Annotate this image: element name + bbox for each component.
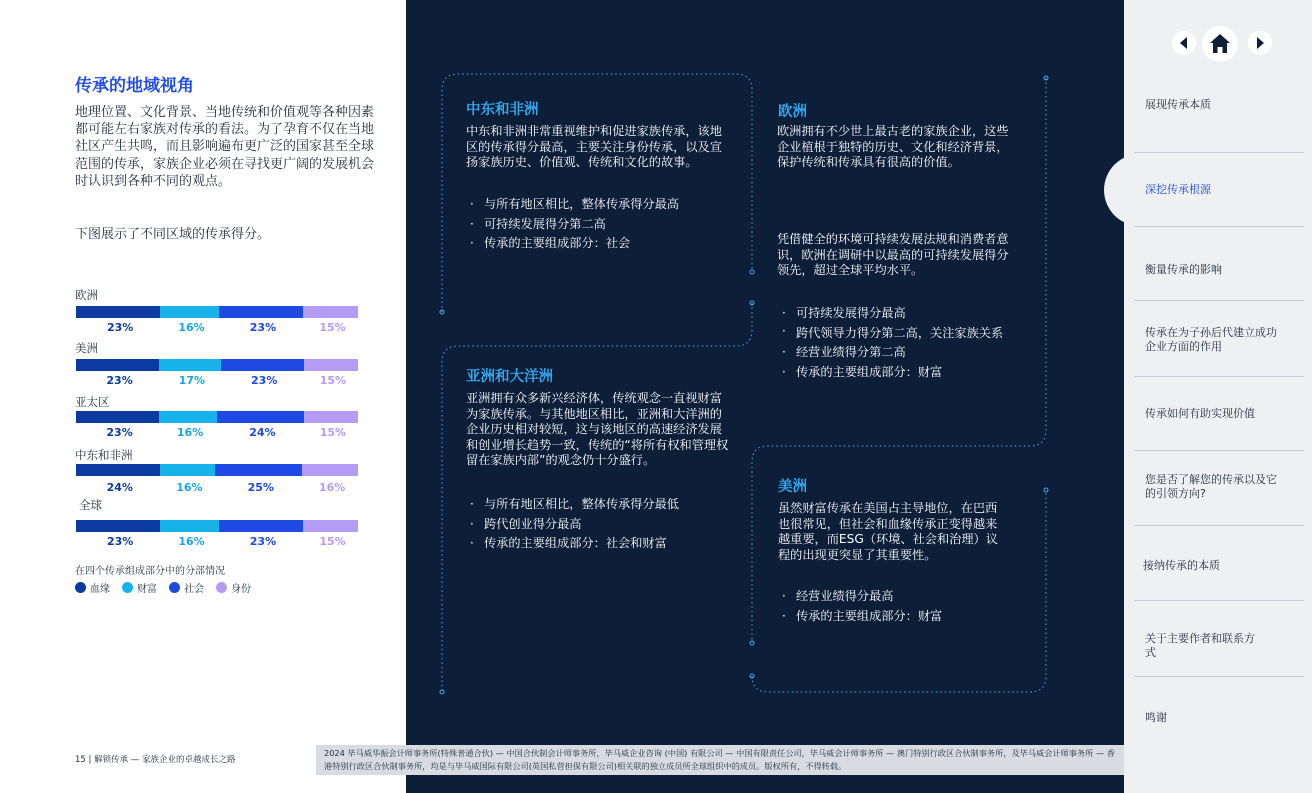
list-item: · 与所有地区相比，整体传承得分最高 [466,195,736,215]
data-label: 16% [176,481,203,494]
bar-segment [160,520,219,532]
nav-item-direction[interactable]: 您是否了解您的传承以及它的引领方向? [1145,473,1277,500]
stacked-bar [76,464,358,476]
region-label: 亚太区 [75,395,110,409]
bar-segment [76,464,160,476]
bar-segment [217,411,304,423]
region-label: 欧洲 [75,288,98,302]
apac-body: 亚洲拥有众多新兴经济体，传统观念一直视财富为家族传承。与其他地区相比，亚洲和大洋洲的企业历史相对较短，这与该地区的高速经济发展和创业增长趋势一致，传统的“将所有权和管理权留在家族内部”的观念仍十分盛行。 [466,391,729,468]
chart-intro-text: 下图展示了不同区域的传承得分。 [75,227,271,242]
bar-segment [219,520,303,532]
legend-swatch [122,582,133,593]
bar-segment [76,359,159,371]
bar-segment [304,411,358,423]
data-label: 24% [106,481,133,494]
legend-title: 在四个传承组成部分中的分部情况 [75,566,225,577]
nav-item-generations[interactable]: 传承在为子孙后代建立成功企业方面的作用 [1145,326,1277,353]
legend-label: 社会 [184,584,204,595]
legend-swatch [169,582,180,593]
chevron-right-icon [1248,31,1272,55]
data-label: 25% [247,481,274,494]
nav-divider [1134,600,1304,601]
americas-bullets [778,587,1010,626]
europe-body-2: 凭借健全的环境可持续发展法规和消费者意识，欧洲在调研中以最高的可持续发展得分领先，超过全球平均水平。 [777,232,1009,278]
data-label: 15% [319,426,347,439]
europe-title: 欧洲 [778,104,807,120]
bar-segment [76,306,160,318]
legend-label: 血缘 [90,584,110,595]
legend-item [122,580,157,595]
home-icon [1202,26,1238,62]
bar-segment [215,464,302,476]
home-button[interactable] [1202,26,1238,62]
list-item: · 与所有地区相比，整体传承得分最低 [466,495,736,515]
nav-divider [1134,152,1304,153]
list-item: · 可持续发展得分最高 [778,304,1010,324]
bar-segment [76,411,159,423]
data-label: 23% [249,321,277,334]
nav-divider [1134,450,1304,451]
bar-segment [302,464,358,476]
apac-bullets [466,495,736,554]
data-label: 16% [178,321,205,334]
previous-page-button[interactable] [1172,31,1196,55]
chart-legend [75,580,251,595]
region-label: 全球 [79,498,102,512]
nav-divider [1134,226,1304,227]
bar-segment [303,306,358,318]
page-footer: 15 | 解锁传承 — 家族企业的卓越成长之路 [75,755,236,765]
nav-divider [1134,676,1304,677]
mea-title: 中东和非洲 [466,102,539,118]
data-label: 15% [319,321,346,334]
nav-divider [1134,376,1304,377]
data-label: 23% [106,321,134,334]
americas-body: 虽然财富传承在美国占主导地位，在巴西也很常见，但社会和血缘传承正变得越来越重要，而ESG（环境、社会和治理）议程的出现更突显了其重要性。 [778,501,998,562]
nav-item-showcase[interactable]: 展现传承本质 [1145,98,1211,111]
stacked-bar [76,306,358,318]
intro-text: 地理位置、文化背景、当地传统和价值观等各种因素都可能左右家族对传承的看法。为了孕育不仅在当地社区产生共鸣，而且影响遍布更广泛的国家甚至全球范围的传承，家族企业必须在寻找更广阔的发展机会时认识到各种不同的观点。 [75,105,375,189]
region-label: 中东和非洲 [75,448,133,462]
legal-notice: 2024 毕马威华振会计师事务所(特殊普通合伙) — 中国合伙制会计师事务所，毕马威企业咨询 (中国) 有限公司 — 中国有限责任公司，毕马威会计师事务所 — 澳门特别行政区合伙制事务所，及毕马威会计师事务所 — 香港特别行政区合伙制事务所，均是与毕马威国际有限公司(英国私营担保有限公司)相关联的独立成员所全球组织中的成员。版权所有，不得转载。 [316,745,1124,775]
list-item: · 经营业绩得分第二高 [778,343,1010,363]
chevron-left-icon [1172,31,1196,55]
nav-item-roots[interactable]: 深挖传承根源 [1145,183,1211,196]
europe-bullets [778,304,1010,382]
legend-swatch [75,582,86,593]
stacked-bar [76,520,358,532]
bar-segment [159,359,220,371]
next-page-button[interactable] [1248,31,1272,55]
data-label: 16% [178,535,205,548]
list-item: · 传承的主要组成部分：财富 [778,363,1010,383]
legend-label: 身份 [231,584,251,595]
data-label: 23% [106,374,133,387]
americas-title: 美洲 [778,479,807,495]
legend-item [75,580,110,595]
list-item: · 传承的主要组成部分：社会 [466,234,736,254]
list-item: · 传承的主要组成部分：社会和财富 [466,534,736,554]
data-label: 15% [319,374,347,387]
bar-segment [160,306,219,318]
bar-segment [303,520,358,532]
bar-segment [221,359,304,371]
nav-item-value[interactable]: 传承如何有助实现价值 [1145,407,1255,420]
data-label: 16% [176,426,204,439]
bar-segment [304,359,358,371]
nav-divider [1134,525,1304,526]
list-item: · 经营业绩得分最高 [778,587,1010,607]
data-label: 23% [249,535,277,548]
nav-item-authors[interactable]: 关于主要作者和联系方式 [1145,632,1255,659]
nav-sidebar [1124,0,1312,793]
data-label: 16% [318,481,346,494]
list-item: · 可持续发展得分第二高 [466,215,736,235]
stacked-bar [76,411,358,423]
legend-item [216,580,251,595]
data-label: 23% [106,426,133,439]
data-label: 15% [319,535,346,548]
page-navigation [1172,26,1274,62]
data-label: 24% [249,426,276,439]
nav-item-impact[interactable]: 衡量传承的影响 [1145,263,1222,276]
stacked-bar [76,359,358,371]
mea-body: 中东和非洲非常重视维护和促进家族传承，该地区的传承得分最高，主要关注身份传承，以及宣扬家族历史、价值观、传统和文化的故事。 [466,124,722,170]
bar-segment [76,520,160,532]
mea-bullets [466,195,736,254]
nav-item-acknowledgements[interactable]: 鸣谢 [1145,711,1167,724]
region-label: 美洲 [75,341,98,355]
list-item: · 跨代领导力得分第二高，关注家族关系 [778,324,1010,344]
bar-segment [159,411,217,423]
page-title: 传承的地域视角 [75,76,194,96]
data-label: 23% [251,374,278,387]
europe-body: 欧洲拥有不少世上最古老的家族企业，这些企业植根于独特的历史、文化和经济背景，保护传统和传承具有很高的价值。 [777,124,1009,170]
nav-item-embrace[interactable]: 接纳传承的本质 [1143,559,1220,572]
data-label: 23% [106,535,134,548]
legend-label: 财富 [137,584,157,595]
data-label: 17% [178,374,206,387]
legend-swatch [216,582,227,593]
list-item: · 传承的主要组成部分：财富 [778,607,1010,627]
list-item: · 跨代创业得分最高 [466,515,736,535]
bar-segment [219,306,303,318]
bar-segment [160,464,216,476]
nav-divider [1134,300,1304,301]
legend-item [169,580,204,595]
apac-title: 亚洲和大洋洲 [466,369,553,385]
